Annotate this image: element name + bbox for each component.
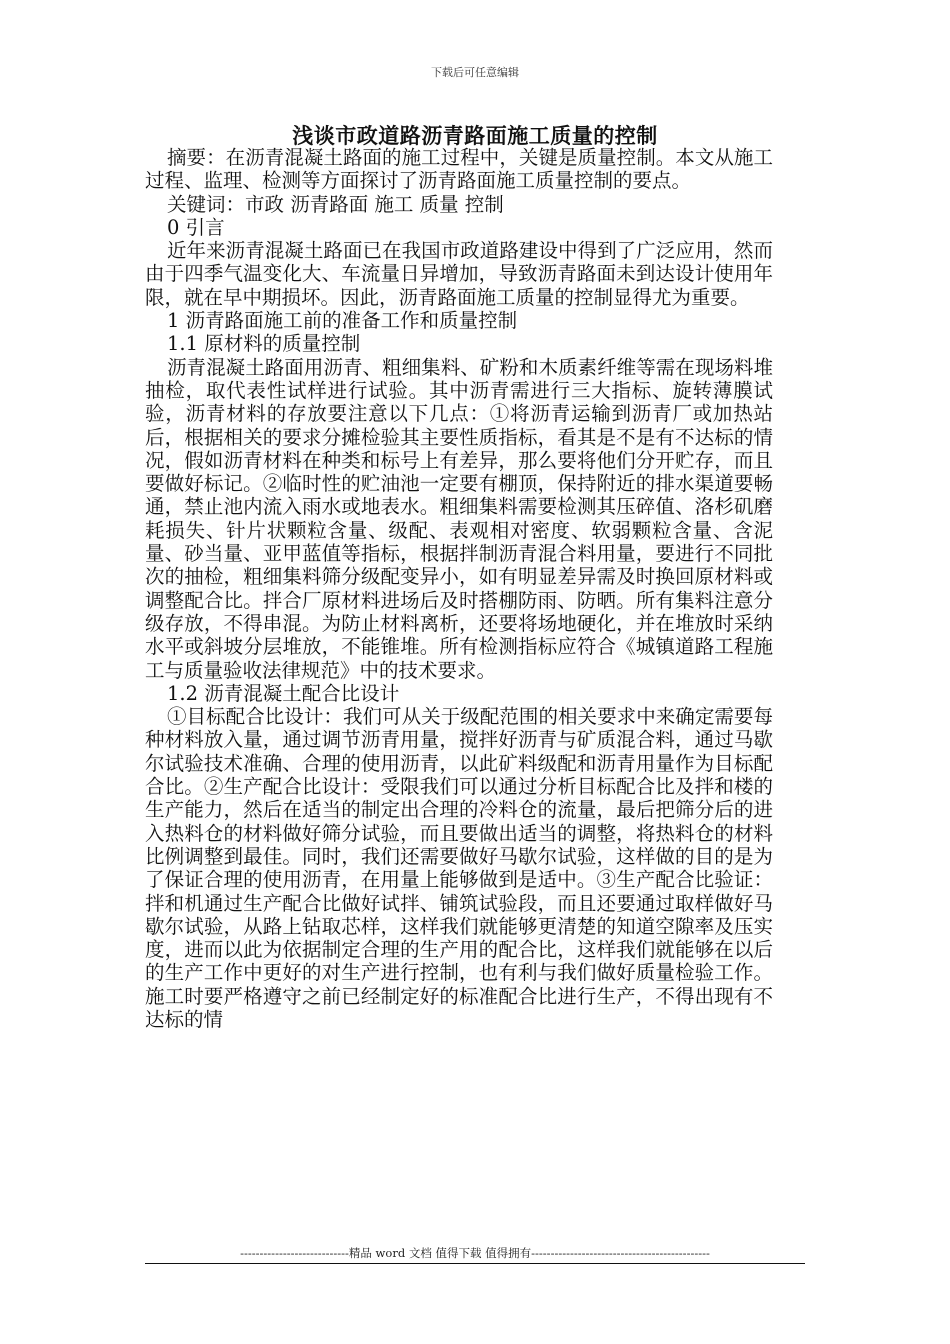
subsection-heading-1-2: 1.2 沥青混凝土配合比设计 bbox=[167, 681, 400, 705]
header-note: 下载后可任意编辑 bbox=[431, 66, 519, 79]
section-heading-introduction: 0 引言 bbox=[167, 215, 225, 239]
materials-paragraph: 沥青混凝土路面用沥青、粗细集料、矿粉和木质素纤维等需在现场料堆抽检，取代表性试样进行试验。其中沥青需进行三大指标、旋转薄膜试验，沥青材料的存放要注意以下几点：①将沥青运输到沥青厂或加热站后，根据相关的要求分摊检验其主要性质指标，看其是不是有不达标的情况，假如沥青材料在种类和标号上有差异，那么要将他们分开贮存，而且要做好标记。②临时性的贮油池一定要有棚顶，保持附近的排水渠道要畅通，禁止池内流入雨水或地表水。粗细集料需要检测其压碎值、洛杉矶磨耗损失、针片状颗粒含量、级配、表观相对密度、软弱颗粒含量、含泥量、砂当量、亚甲蓝值等指标，根据拌制沥青混合料用量，要进行不同批次的抽检，粗细集料筛分级配变异小，如有明显差异需及时换回原材料或调整配合比。拌合厂原材料进场后及时搭棚防雨、防晒。所有集料注意分级存放，不得串混。为防止材料离析，还要将场地硬化，并在堆放时采纳水平或斜坡分层堆放，不能锥堆。所有检测指标应符合《城镇道路工程施工与质量验收法律规范》中的技术要求。 bbox=[145, 355, 773, 682]
abstract-paragraph: 摘要：在沥青混凝土路面的施工过程中，关键是质量控制。本文从施工过程、监理、检测等方面探讨了沥青路面施工质量控制的要点。 bbox=[145, 146, 773, 193]
document-title: 浅谈市政道路沥青路面施工质量的控制 bbox=[292, 123, 658, 148]
keywords-line: 关键词：市政 沥青路面 施工 质量 控制 bbox=[167, 192, 504, 216]
footer-text: ----------------------------精品 word 文档 值得下载 值得拥有---------------------------------------------- bbox=[240, 1246, 710, 1260]
subsection-heading-1-1: 1.1 原材料的质量控制 bbox=[167, 332, 361, 356]
document-body bbox=[145, 146, 773, 1031]
footer-divider bbox=[145, 1263, 805, 1264]
section-heading-1: 1 沥青路面施工前的准备工作和质量控制 bbox=[167, 309, 518, 333]
introduction-paragraph: 近年来沥青混凝土路面已在我国市政道路建设中得到了广泛应用，然而由于四季气温变化大、车流量日异增加，导致沥青路面未到达设计使用年限，就在早中期损坏。因此，沥青路面施工质量的控制显得尤为重要。 bbox=[145, 239, 773, 309]
mix-design-paragraph: ①目标配合比设计：我们可从关于级配范围的相关要求中来确定需要每种材料放入量，通过调节沥青用量，搅拌好沥青与矿质混合料，通过马歇尔试验技术准确、合理的使用沥青，以此矿料级配和沥青用量作为目标配合比。②生产配合比设计：受限我们可以通过分析目标配合比及拌和楼的生产能力，然后在适当的制定出合理的冷料仓的流量，最后把筛分后的进入热料仓的材料做好筛分试验，而且要做出适当的调整，将热料仓的材料比例调整到最佳。同时，我们还需要做好马歇尔试验，这样做的目的是为了保证合理的使用沥青，在用量上能够做到是适中。③生产配合比验证：拌和机通过生产配合比做好试拌、铺筑试验段，而且还要通过取样做好马歇尔试验，从路上钻取芯样，这样我们就能够更清楚的知道空隙率及压实度，进而以此为依据制定合理的生产用的配合比，这样我们就能够在以后的生产工作中更好的对生产进行控制，也有利与我们做好质量检验工作。施工时要严格遵守之前已经制定好的标准配合比进行生产，不得出现有不达标的情 bbox=[145, 705, 773, 1031]
